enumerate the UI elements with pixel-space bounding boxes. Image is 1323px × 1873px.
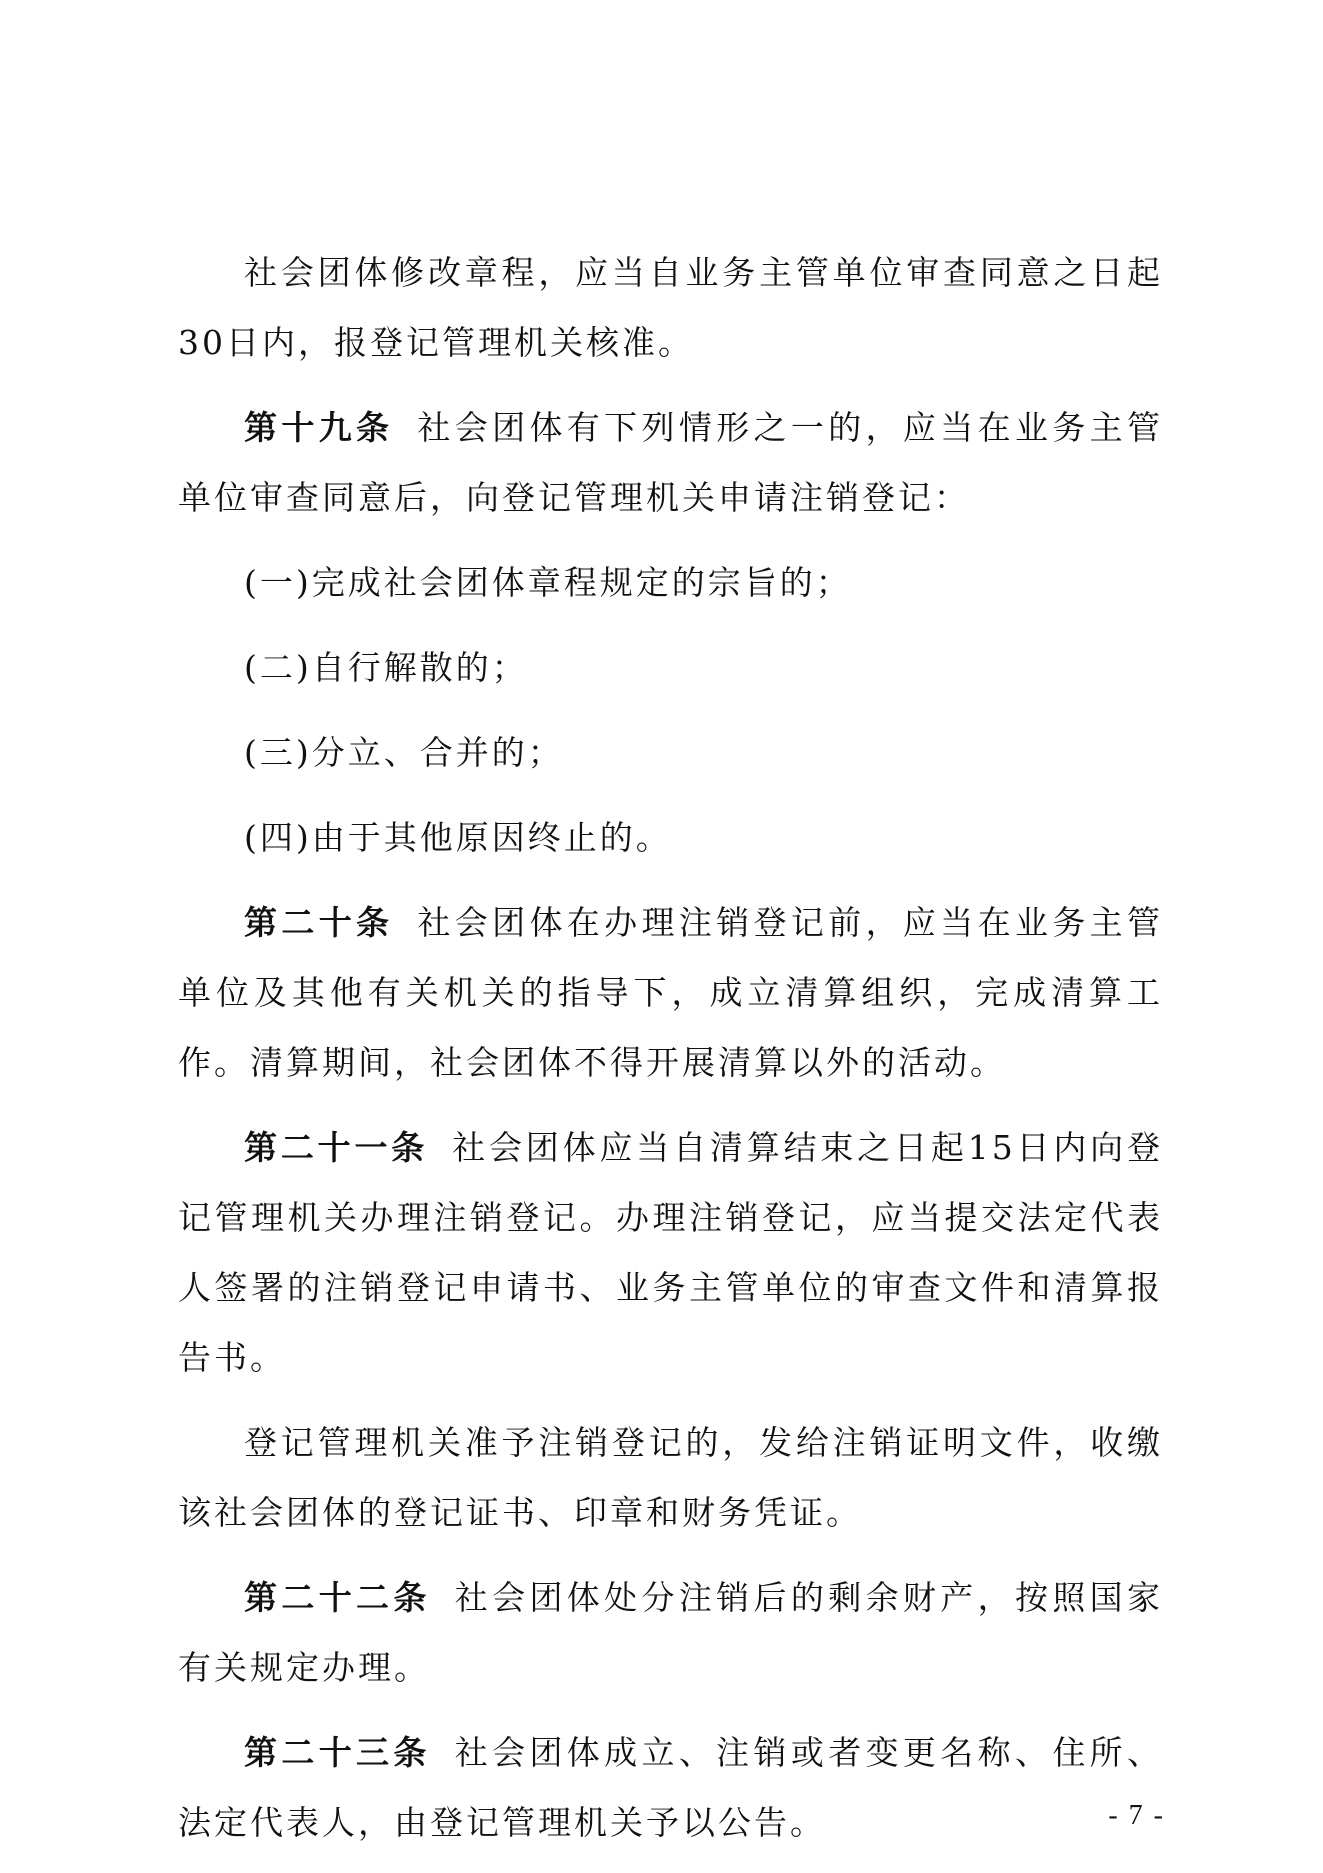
document-body	[178, 238, 1163, 1873]
article-19	[178, 393, 1163, 533]
article-title: 第十九条	[244, 408, 394, 447]
article-text: 社会团体成立、注销或者变更名称、住所、法定代表人，由登记管理机关予以公告。	[178, 1733, 1164, 1842]
article-19-item-2	[178, 633, 1163, 703]
article-text: 社会团体有下列情形之一的，应当在业务主管单位审查同意后，向登记管理机关申请注销登记：	[178, 408, 1164, 517]
paragraph-amend-charter	[178, 238, 1163, 378]
article-20	[178, 888, 1163, 1098]
article-21	[178, 1113, 1163, 1393]
article-title: 第二十条	[244, 903, 394, 942]
article-19-item-1	[178, 548, 1163, 618]
article-19-item-3	[178, 718, 1163, 788]
article-text: 社会团体处分注销后的剩余财产，按照国家有关规定办理。	[178, 1578, 1164, 1687]
article-22	[178, 1563, 1163, 1703]
article-23	[178, 1718, 1163, 1858]
list-item-text: (二)自行解散的；	[244, 648, 528, 687]
article-19-item-4	[178, 803, 1163, 873]
list-item-text: (一)完成社会团体章程规定的宗旨的；	[244, 563, 852, 602]
paragraph-text: 登记管理机关准予注销登记的，发给注销证明文件，收缴该社会团体的登记证书、印章和财务凭证。	[178, 1423, 1163, 1532]
article-text: 社会团体应当自清算结束之日起15日内向登记管理机关办理注销登记。办理注销登记，应当提交法定代表人签署的注销登记申请书、业务主管单位的审查文件和清算报告书。	[178, 1128, 1164, 1377]
article-title: 第二十三条	[244, 1733, 431, 1772]
list-item-text: (四)由于其他原因终止的。	[244, 818, 672, 857]
article-title: 第二十一条	[244, 1128, 429, 1167]
page-number: - 7 -	[1108, 1800, 1165, 1831]
article-text: 社会团体在办理注销登记前，应当在业务主管单位及其他有关机关的指导下，成立清算组织，完成清算工作。清算期间，社会团体不得开展清算以外的活动。	[178, 903, 1164, 1082]
article-title: 第二十二条	[244, 1578, 431, 1617]
list-item-text: (三)分立、合并的；	[244, 733, 564, 772]
article-21-continuation	[178, 1408, 1163, 1548]
paragraph-text: 社会团体修改章程，应当自业务主管单位审查同意之日起30日内，报登记管理机关核准。	[178, 253, 1163, 362]
